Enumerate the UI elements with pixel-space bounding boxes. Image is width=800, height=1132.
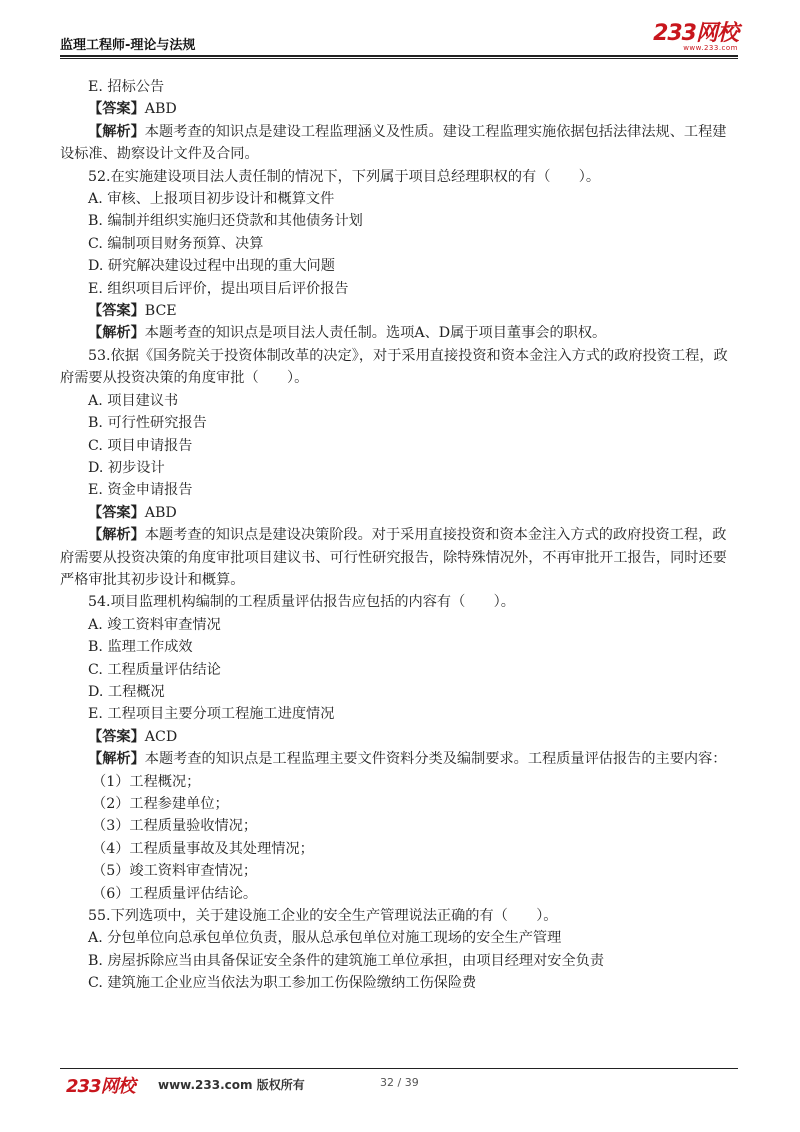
label-text: 【答案】 <box>88 728 145 745</box>
body-text: A. 项目建议书 <box>88 392 179 409</box>
body-text: ACD <box>144 728 178 745</box>
document-body <box>60 76 736 995</box>
footer-divider <box>60 1068 738 1069</box>
label-text: 【解析】 <box>88 123 145 140</box>
label-text: 【答案】 <box>88 303 145 320</box>
body-text: 本题考查的知识点是建设决策阶段。对于采用直接投资和资本金注入方式的政府投资工程，政府需要从投资决策的角度审批项目建议书、可行性研究报告，除特殊情况外，不再审批开工报告，同时还要严格审批其初步设计和概算。 <box>60 527 727 588</box>
text-line <box>60 838 736 860</box>
body-text: E. 资金申请报告 <box>88 482 193 499</box>
text-line <box>60 345 736 390</box>
footer-copyright: www.233.com 版权所有 <box>158 1078 305 1092</box>
body-text: （2）工程参建单位； <box>92 796 229 812</box>
label-text: 【解析】 <box>88 751 145 768</box>
text-line <box>60 636 736 658</box>
body-text: ABD <box>144 504 177 521</box>
text-line <box>60 659 736 681</box>
text-line <box>60 322 736 344</box>
body-text: （6）工程质量评估结论。 <box>92 885 258 902</box>
body-text: 本题考查的知识点是工程监理主要文件资料分类及编制要求。工程质量评估报告的主要内容： <box>144 751 727 768</box>
body-text: A. 竣工资料审查情况 <box>88 616 221 633</box>
body-text: A. 审核、上报项目初步设计和概算文件 <box>88 191 335 208</box>
text-line <box>60 390 736 412</box>
brand-logo[interactable] <box>653 22 738 52</box>
footer-logo[interactable]: 233网校 <box>66 1076 135 1097</box>
body-text: 52.在实施建设项目法人责任制的情况下，下列属于项目总经理职权的有（ ）。 <box>88 168 601 185</box>
text-line <box>60 502 736 524</box>
body-text: 本题考查的知识点是建设工程监理涵义及性质。建设工程监理实施依据包括法律法规、工程建设标准、勘察设计文件及合同。 <box>60 123 727 163</box>
label-text: 【答案】 <box>88 101 145 118</box>
body-text: B. 监理工作成效 <box>88 639 193 656</box>
page-number: 32 / 39 <box>380 1076 419 1089</box>
body-text: D. 工程概况 <box>88 683 165 700</box>
page-header <box>60 22 738 54</box>
text-line <box>60 210 736 232</box>
body-text: C. 项目申请报告 <box>88 437 193 454</box>
text-line <box>60 793 736 815</box>
text-line <box>60 121 736 166</box>
text-line <box>60 76 736 98</box>
text-line <box>60 860 736 882</box>
logo-text: 233网校 <box>653 21 738 46</box>
body-text: 53.依据《国务院关于投资体制改革的决定》，对于采用直接投资和资本金注入方式的政府投资工程，政府需要从投资决策的角度审批（ ）。 <box>60 347 728 387</box>
text-line <box>60 412 736 434</box>
text-line <box>60 435 736 457</box>
body-text: C. 编制项目财务预算、决算 <box>88 235 264 252</box>
text-line <box>60 950 736 972</box>
body-text: A. 分包单位向总承包单位负责，服从总承包单位对施工现场的安全生产管理 <box>88 930 562 947</box>
body-text: （3）工程质量验收情况； <box>92 818 258 835</box>
body-text: 55.下列选项中，关于建设施工企业的安全生产管理说法正确的有（ ）。 <box>88 908 558 925</box>
logo-url: www.233.com <box>683 44 738 52</box>
text-line <box>60 255 736 277</box>
body-text: BCE <box>144 303 177 320</box>
text-line <box>60 726 736 748</box>
text-line <box>60 681 736 703</box>
text-line <box>60 457 736 479</box>
text-line <box>60 524 736 591</box>
text-line <box>60 905 736 927</box>
body-text: B. 房屋拆除应当由具备保证安全条件的建筑施工单位承担，由项目经理对安全负责 <box>88 952 605 969</box>
body-text: D. 研究解决建设过程中出现的重大问题 <box>88 258 335 275</box>
header-title: 监理工程师-理论与法规 <box>60 38 196 53</box>
text-line <box>60 815 736 837</box>
label-text: 【答案】 <box>88 504 145 521</box>
body-text: E. 工程项目主要分项工程施工进度情况 <box>88 706 335 723</box>
body-text: （5）竣工资料审查情况； <box>92 863 258 880</box>
text-line <box>60 278 736 300</box>
label-text: 【解析】 <box>88 325 145 342</box>
body-text: B. 可行性研究报告 <box>88 415 207 432</box>
body-text: 本题考查的知识点是项目法人责任制。选项A、D属于项目董事会的职权。 <box>144 325 607 342</box>
text-line <box>60 479 736 501</box>
body-text: ABD <box>144 101 177 118</box>
body-text: C. 建筑施工企业应当依法为职工参加工伤保险缴纳工伤保险费 <box>88 975 477 992</box>
text-line <box>60 972 736 994</box>
label-text: 【解析】 <box>88 527 145 544</box>
text-line <box>60 98 736 120</box>
body-text: D. 初步设计 <box>88 459 165 476</box>
body-text: （4）工程质量事故及其处理情况； <box>92 840 314 857</box>
text-line <box>60 703 736 725</box>
body-text: 54.项目监理机构编制的工程质量评估报告应包括的内容有（ ）。 <box>88 594 515 611</box>
body-text: E. 招标公告 <box>88 79 165 95</box>
body-text: B. 编制并组织实施归还贷款和其他债务计划 <box>88 213 363 230</box>
text-line <box>60 233 736 255</box>
text-line <box>60 188 736 210</box>
text-line <box>60 883 736 905</box>
text-line <box>60 166 736 188</box>
header-divider <box>60 55 738 57</box>
text-line <box>60 748 736 770</box>
body-text: E. 组织项目后评价，提出项目后评价报告 <box>88 280 349 297</box>
text-line <box>60 771 736 793</box>
text-line <box>60 591 736 613</box>
body-text: C. 工程质量评估结论 <box>88 661 221 678</box>
text-line <box>60 927 736 949</box>
text-line <box>60 614 736 636</box>
body-text: （1）工程概况； <box>92 773 201 790</box>
page-footer <box>60 1072 738 1096</box>
text-line <box>60 300 736 322</box>
header-divider-thin <box>60 58 738 59</box>
